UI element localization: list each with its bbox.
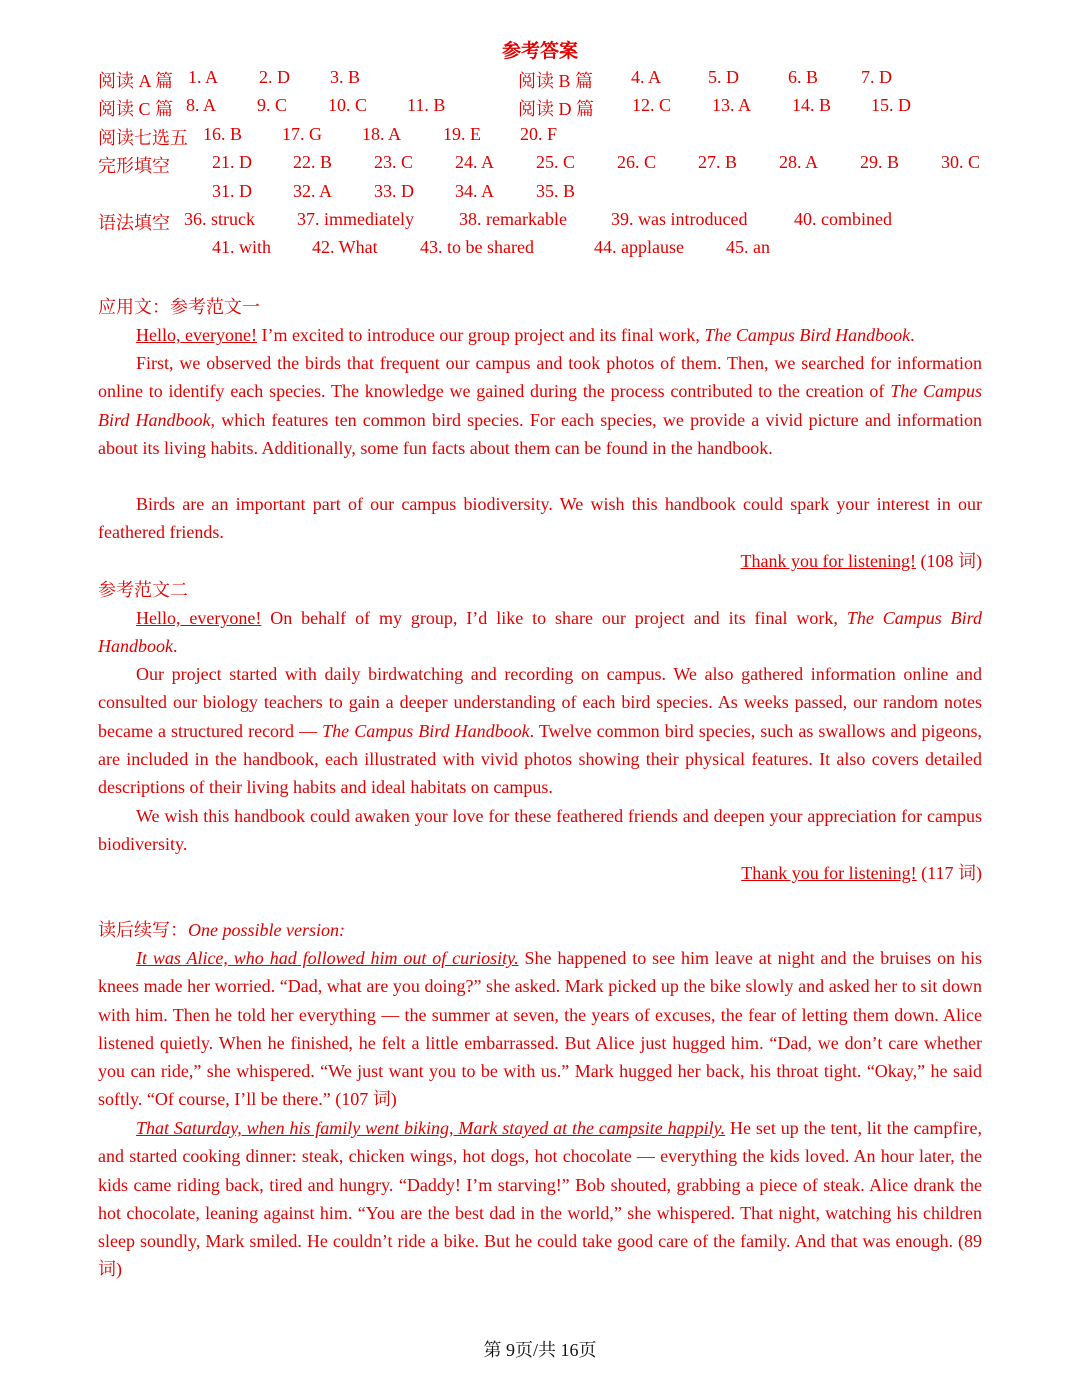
answer-item: 37. immediately [297,209,414,229]
answer-item: 45. an [726,237,770,257]
answer-item: 22. B [293,152,333,172]
answer-item: 27. B [698,152,738,172]
word-count: (117 词) [916,863,982,883]
answer-item: 26. C [617,152,657,172]
answer-item: 8. A [186,95,217,115]
continuation-heading: 读后续写：One possible version: [98,920,345,940]
answer-item: 32. A [293,181,333,201]
answer-item: 35. B [536,181,576,201]
answer-item: 12. C [632,95,672,115]
answer-item: 40. combined [794,209,892,229]
book-title: The Campus Bird Handbook [704,325,911,345]
answer-item: 38. remarkable [459,209,567,229]
answer-section-label: 阅读 C 篇 [98,99,174,119]
answer-item: 20. F [520,124,558,144]
answer-item: 36. struck [184,209,255,229]
answer-section-label: 阅读七选五 [98,128,188,148]
answer-item: 2. D [259,67,290,87]
answer-item: 4. A [631,67,662,87]
essay1-paragraph-2: First, we observed the birds that frequent our campus and took photos of them. Then, we searched for information online to identify each species. The knowledge we gained during the process contributed to the creation of The Campus Bird Handbook, which features ten common bird species. For each species, we provide a vivid picture and information about its living habits. Additionally, some fun facts about them can be found in the handbook. [98,353,982,458]
answer-item: 16. B [203,124,243,144]
word-count: (108 词) [916,551,982,571]
continuation-paragraph-2: That Saturday, when his family went biking, Mark stayed at the campsite happily. He set up the tent, lit the campfire, and started cooking dinner: steak, chicken wings, hot dogs, hot chocolate — everything the kids loved. An hour later, the kids came riding back, tired and hungry. “Daddy! I’m starving!” Bob shouted, grabbing a piece of steak. Alice drank the hot chocolate, leaning against him. “You are the best dad in the world,” she whispered. That night, watching his children sleep soundly, Mark smiled. He couldn’t ride a bike. But he could take good care of the family. And that was enough. (89 词) [98,1118,982,1280]
answer-section-label: 语法填空 [98,213,170,233]
essay1-paragraph-3: Birds are an important part of our campus biodiversity. We wish this handbook could spark your interest in our feathered friends. [98,494,982,543]
answer-item: 3. B [330,67,361,87]
answer-item: 41. with [212,237,272,257]
essay1-paragraph-1: Hello, everyone! I’m excited to introduce our group project and its final work, The Campus Bird Handbook. [136,325,915,345]
answer-item: 13. A [712,95,752,115]
answer-item: 9. C [257,95,288,115]
answer-item: 29. B [860,152,900,172]
answer-item: 15. D [871,95,911,115]
answer-item: 30. C [941,152,981,172]
essay2-closing: Thank you for listening! (117 词) [741,863,982,883]
answer-item: 33. D [374,181,414,201]
page-title: 参考答案 [501,41,578,62]
answer-item: 24. A [455,152,495,172]
essay2-paragraph-2: Our project started with daily birdwatching and recording on campus. We also gathered information online and consulted our biology teachers to gain a deeper understanding of each bird species. As weeks passed, our random notes became a structured record — The Campus Bird Handbook. Twelve common bird species, such as swallows and pigeons, are included in the handbook, each illustrated with vivid photos showing their physical features. It also covers detailed descriptions of their living habits and ideal habitats on campus. [98,664,982,798]
answer-section-label: 阅读 B 篇 [518,71,594,91]
page-number: 第 9页/共 16页 [483,1340,597,1360]
book-title: The Campus Bird Handbook [98,608,982,657]
given-lead-sentence: It was Alice, who had followed him out of curiosity. [136,948,519,968]
answer-section-label: 阅读 A 篇 [98,71,174,91]
answer-item: 1. A [188,67,219,87]
answer-item: 21. D [212,152,252,172]
answer-item: 17. G [282,124,322,144]
essay1-heading: 应用文：参考范文一 [98,297,260,317]
book-title: The Campus Bird Handbook [322,720,530,741]
essay1-closing: Thank you for listening! (108 词) [740,551,982,571]
answer-section-label: 完形填空 [98,156,170,176]
answer-item: 10. C [328,95,368,115]
greeting: Hello, everyone! [136,325,257,345]
answer-item: 44. applause [594,237,684,257]
book-title: The Campus Bird Handbook [98,381,982,430]
greeting: Hello, everyone! [136,608,262,628]
essay2-paragraph-1: Hello, everyone! On behalf of my group, I’d like to share our project and its final work, The Campus Bird Handbook. [98,608,982,657]
answer-item: 39. was introduced [611,209,748,229]
answer-item: 25. C [536,152,576,172]
answer-item: 6. B [788,67,819,87]
essay2-paragraph-3: We wish this handbook could awaken your love for these feathered friends and deepen your appreciation for campus biodiversity. [98,806,982,855]
answer-item: 5. D [708,67,739,87]
answer-item: 11. B [407,95,446,115]
given-lead-sentence: That Saturday, when his family went biking, Mark stayed at the campsite happily. [136,1118,726,1138]
answer-item: 31. D [212,181,252,201]
answer-item: 28. A [779,152,819,172]
answer-item: 34. A [455,181,495,201]
essay2-heading: 参考范文二 [98,580,188,600]
answer-item: 19. E [443,124,481,144]
answer-section-label: 阅读 D 篇 [518,99,594,119]
answer-item: 7. D [861,67,892,87]
continuation-paragraph-1: It was Alice, who had followed him out of curiosity. She happened to see him leave at night and the bruises on his knees made her worried. “Dad, what are you doing?” she asked. Mark picked up the bike slowly and asked her to sit down with him. Then he told her everything — the summer at seven, the years of excuses, the fear of letting them down. Alice listened quietly. When he finished, he felt a little embarrassed. But Alice just hugged him. “Dad, we don’t care whether you can ride,” she whispered. “We just want you to be with us.” Mark hugged her back, his throat tight. “Okay,” he said softly. “Of course, I’ll be there.” (107 词) [98,948,982,1110]
answer-item: 23. C [374,152,414,172]
answer-item: 43. to be shared [420,237,534,257]
answer-item: 42. What [312,237,378,257]
answer-item: 14. B [792,95,832,115]
answer-item: 18. A [362,124,402,144]
